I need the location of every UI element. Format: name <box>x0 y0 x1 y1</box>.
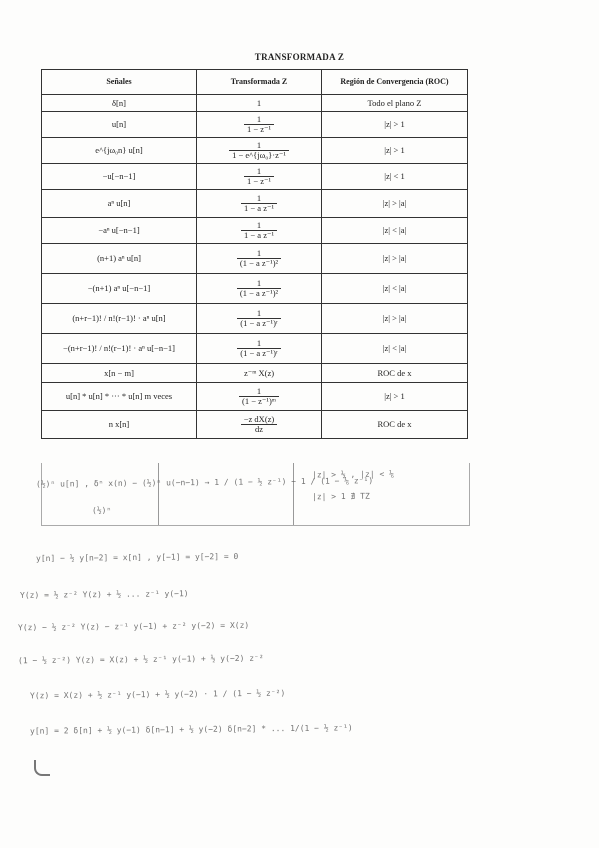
signal-cell: (n+r−1)! / n!(r−1)! · aⁿ u[n] <box>42 304 197 334</box>
roc-cell: ROC de x <box>322 364 468 383</box>
roc-cell: |z| < |a| <box>322 218 468 244</box>
numerator: 1 <box>237 309 281 319</box>
fraction <box>239 387 279 406</box>
table-row <box>42 364 468 383</box>
z-transform-cell <box>197 334 322 364</box>
numerator: 1 <box>241 221 277 231</box>
roc-cell: |z| < |a| <box>322 334 468 364</box>
table-row <box>42 274 468 304</box>
table-row <box>42 164 468 190</box>
fraction <box>237 249 281 268</box>
handwritten-note: |z| > 1 ∄ TZ <box>311 491 370 502</box>
handwritten-line: y[n] = 2 δ[n] + ½ y(−1) δ[n−1] + ½ y(−2) δ[n−2] * ... 1/(1 − ½ z⁻¹) <box>29 723 353 736</box>
header-signals: Señales <box>42 70 197 95</box>
numerator: 1 <box>244 115 274 125</box>
z-transform-table <box>41 69 468 439</box>
signal-cell: −(n+r−1)! / n!(r−1)! · aⁿ u[−n−1] <box>42 334 197 364</box>
denominator: (1 − z⁻¹)ᵐ <box>242 396 276 406</box>
handwritten-note: (½)ⁿ u[n] , δⁿ x(n) − (½)ⁿ u(−n−1) → 1 / (1 − ½ z⁻¹) − 1 / (1 − ⅙ z⁻¹) <box>35 476 374 489</box>
fraction <box>241 369 277 378</box>
signal-cell: aⁿ u[n] <box>42 190 197 218</box>
z-transform-cell <box>197 138 322 164</box>
denominator: 1 − z⁻¹ <box>246 124 272 134</box>
handwritten-divider <box>293 463 294 525</box>
denominator: 1 − z⁻¹ <box>246 176 272 186</box>
signal-cell: e^{jω₀n} u[n] <box>42 138 197 164</box>
header-z-transform: Transformada Z <box>197 70 322 95</box>
handwritten-line: Y(z) = ½ z⁻² Y(z) + ½ ... z⁻¹ y(−1) <box>19 589 189 600</box>
z-transform-cell <box>197 274 322 304</box>
table-header-row <box>42 70 468 95</box>
fraction <box>244 115 274 134</box>
table-row <box>42 138 468 164</box>
numerator: −z dX(z) <box>241 415 278 425</box>
z-transform-cell <box>197 244 322 274</box>
fraction <box>237 339 281 358</box>
numerator: 1 <box>237 279 281 289</box>
table-row <box>42 304 468 334</box>
fraction <box>237 309 281 328</box>
numerator: z⁻ᵐ X(z) <box>243 367 275 378</box>
table-row <box>42 244 468 274</box>
signal-cell: −(n+1) aⁿ u[−n−1] <box>42 274 197 304</box>
table-row <box>42 334 468 364</box>
roc-cell: |z| > 1 <box>322 112 468 138</box>
fraction <box>244 167 274 186</box>
handwritten-divider <box>158 463 159 525</box>
z-transform-cell <box>197 364 322 383</box>
handwritten-line: Y(z) − ½ z⁻² Y(z) − z⁻¹ y(−1) + z⁻² y(−2) = X(z) <box>17 620 250 633</box>
handwritten-line: Y(z) = X(z) + ½ z⁻¹ y(−1) + ½ y(−2) · 1 / (1 − ½ z⁻²) <box>29 688 286 701</box>
denominator: 1 − e^{jω₀}·z⁻¹ <box>232 150 286 160</box>
roc-cell: |z| < |a| <box>322 274 468 304</box>
numerator: 1 <box>256 97 262 108</box>
numerator: 1 <box>239 387 279 397</box>
z-transform-cell <box>197 190 322 218</box>
z-transform-cell <box>197 164 322 190</box>
fraction <box>229 141 289 160</box>
handwritten-mark <box>34 760 50 776</box>
roc-cell: |z| > 1 <box>322 383 468 411</box>
table-row <box>42 190 468 218</box>
signal-cell: δ[n] <box>42 95 197 112</box>
handwritten-line: y[n] − ½ y[n−2] = x[n] , y[−1] = y[−2] = 0 <box>35 551 239 564</box>
handwritten-note: |z| > ½ , |z| < ⅙ <box>311 469 394 480</box>
numerator: 1 <box>241 194 277 204</box>
numerator: 1 <box>244 167 274 177</box>
signal-cell: x[n − m] <box>42 364 197 383</box>
denominator: (1 − a z⁻¹)ʳ <box>240 348 278 358</box>
z-transform-cell <box>197 304 322 334</box>
table-row <box>42 218 468 244</box>
handwritten-line: (1 − ½ z⁻²) Y(z) = X(z) + ½ z⁻¹ y(−1) + ½ y(−2) z⁻² <box>17 653 264 666</box>
roc-cell: |z| > |a| <box>322 304 468 334</box>
table-row <box>42 383 468 411</box>
fraction <box>237 279 281 298</box>
handwritten-box <box>41 463 470 526</box>
denominator: dz <box>254 424 263 434</box>
fraction <box>254 99 264 108</box>
handwritten-note: (½)ⁿ <box>91 505 112 516</box>
roc-cell: |z| > 1 <box>322 138 468 164</box>
numerator: 1 <box>229 141 289 151</box>
denominator: (1 − a z⁻¹)ʳ <box>240 318 278 328</box>
table-row <box>42 112 468 138</box>
header-roc: Región de Convergencia (ROC) <box>322 70 468 95</box>
page-title: TRANSFORMADA Z <box>254 52 345 62</box>
z-transform-cell <box>197 383 322 411</box>
roc-cell: |z| < 1 <box>322 164 468 190</box>
table-row <box>42 95 468 112</box>
denominator: (1 − a z⁻¹)² <box>239 288 279 298</box>
signal-cell: n x[n] <box>42 411 197 439</box>
roc-cell: |z| > |a| <box>322 244 468 274</box>
fraction <box>241 194 277 213</box>
fraction <box>241 415 278 434</box>
signal-cell: u[n] * u[n] * ··· * u[n] m veces <box>42 383 197 411</box>
signal-cell: u[n] <box>42 112 197 138</box>
signal-cell: (n+1) aⁿ u[n] <box>42 244 197 274</box>
signal-cell: −u[−n−1] <box>42 164 197 190</box>
roc-cell: ROC de x <box>322 411 468 439</box>
table-row <box>42 411 468 439</box>
roc-cell: |z| > |a| <box>322 190 468 218</box>
denominator: 1 − a z⁻¹ <box>244 203 274 213</box>
roc-cell: Todo el plano Z <box>322 95 468 112</box>
numerator: 1 <box>237 339 281 349</box>
numerator: 1 <box>237 249 281 259</box>
z-transform-cell <box>197 112 322 138</box>
fraction <box>241 221 277 240</box>
denominator: (1 − a z⁻¹)² <box>239 258 279 268</box>
denominator: 1 − a z⁻¹ <box>244 230 274 240</box>
z-transform-cell <box>197 411 322 439</box>
signal-cell: −aⁿ u[−n−1] <box>42 218 197 244</box>
z-transform-cell <box>197 95 322 112</box>
z-transform-cell <box>197 218 322 244</box>
